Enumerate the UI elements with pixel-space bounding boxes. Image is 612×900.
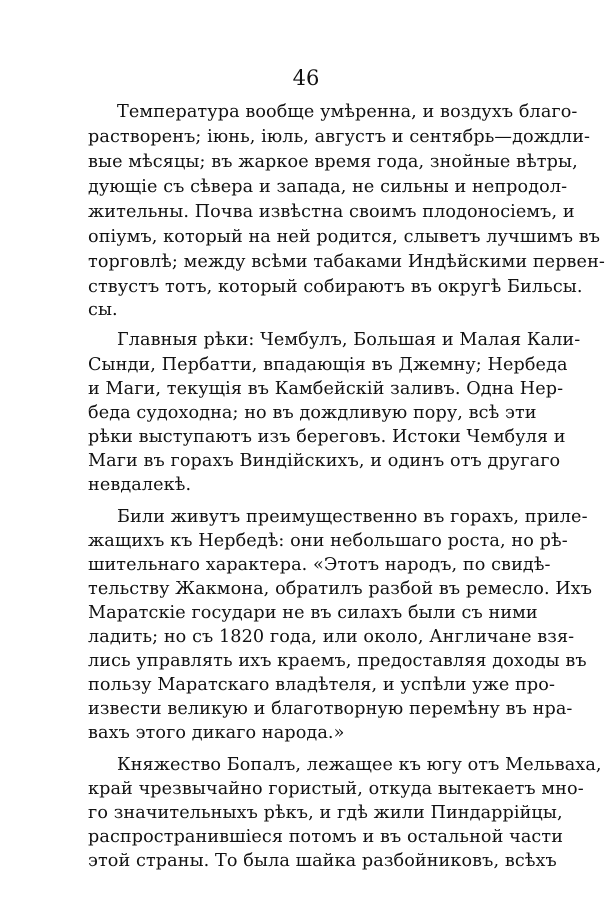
- text-line: ствустъ тотъ, который собираютъ въ округѣ Бильсы.: [88, 277, 583, 297]
- text-line: вые мѣсяцы; въ жаркое время года, знойные вѣтры,: [88, 152, 578, 172]
- text-line: Главныя рѣки: Чембулъ, Большая и Малая Кали-: [117, 330, 581, 350]
- text-line: край чрезвычайно гористый, откуда вытекаетъ мно-: [88, 779, 584, 799]
- text-line: лись управлять ихъ краемъ, предоставляя доходы въ: [88, 651, 587, 671]
- text-line: Температура вообще умѣренна, и воздухъ благо-: [117, 102, 578, 122]
- text-line: Били живутъ преимущественно въ горахъ, приле-: [117, 507, 588, 527]
- text-line: сы.: [88, 300, 118, 320]
- text-line: Маги въ горахъ Виндійскихъ, и одинъ отъ другаго: [88, 451, 561, 471]
- text-line: пользу Маратскаго владѣтеля, и успѣли уже про-: [88, 675, 555, 695]
- text-line: торговлѣ; между всѣми табаками Индѣйскими первен-: [88, 252, 605, 272]
- text-line: извести великую и благотворную перемѣну въ нра-: [88, 699, 573, 719]
- text-line: Княжество Бопалъ, лежащее къ югу отъ Мельваха,: [117, 755, 602, 775]
- text-line: и Маги, текущія въ Камбейскій заливъ. Одна Нер-: [88, 379, 564, 399]
- text-line: го значительныхъ рѣкъ, и гдѣ жили Пиндаррійцы,: [88, 803, 563, 823]
- text-line: дующіе съ сѣвера и запада, не сильны и непродол-: [88, 177, 568, 197]
- text-line: вахъ этого дикаго народа.»: [88, 723, 345, 743]
- text-line: растворенъ; іюнь, іюль, августъ и сентябрь—дождли-: [88, 127, 591, 147]
- text-line: распространившіеся потомъ и въ остальной части: [88, 827, 564, 847]
- text-line: ладить; но съ 1820 года, или около, Англичане взя-: [88, 627, 575, 647]
- text-line: опіумъ, который на ней родится, слыветъ лучшимъ въ: [88, 227, 601, 247]
- text-line: тельству Жакмона, обратилъ разбой въ ремесло. Ихъ: [88, 579, 593, 599]
- text-line: Маратскіе государи не въ силахъ были съ ними: [88, 603, 538, 623]
- text-line: шительнаго характера. «Этотъ народъ, по свидѣ-: [88, 555, 551, 575]
- text-line: жительны. Почва извѣстна своимъ плодоносіемъ, и: [88, 202, 575, 222]
- text-line: этой страны. То была шайка разбойниковъ, всѣхъ: [88, 851, 557, 871]
- text-line: Сынди, Пербатти, впадающія въ Джемну; Нербеда: [88, 355, 568, 375]
- text-line: невдалекѣ.: [88, 475, 192, 495]
- text-line: беда судоходна; но въ дождливую пору, всѣ эти: [88, 403, 537, 423]
- text-line: жащихъ къ Нербедѣ: они небольшаго роста, но рѣ-: [88, 531, 568, 551]
- text-line: рѣки выступаютъ изъ береговъ. Истоки Чембуля и: [88, 427, 566, 447]
- page-number: 46: [292, 66, 320, 90]
